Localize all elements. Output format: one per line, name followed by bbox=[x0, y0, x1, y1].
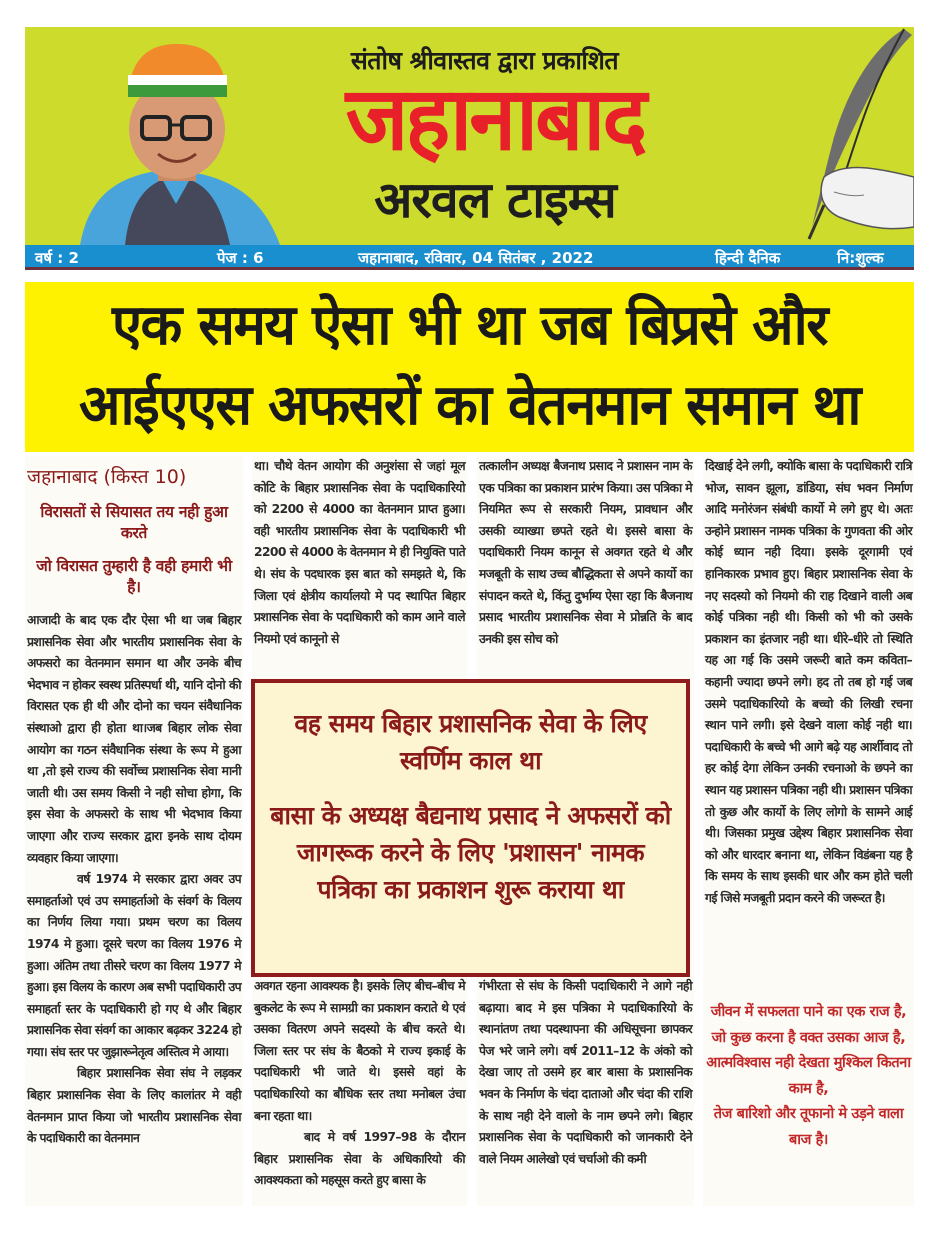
newspaper-subtitle: अरवल टाइम्स bbox=[374, 171, 616, 229]
poem-line: जो कुछ करना है वक्त उसका आज है, bbox=[711, 1029, 906, 1046]
issue-dateline: जहानाबाद, रविवार, 04 सितंबर , 2022 bbox=[358, 249, 594, 267]
page-number: पेज : 6 bbox=[217, 249, 264, 267]
article-dateline: जहानाबाद (किस्त 10) bbox=[27, 466, 187, 488]
issue-year: वर्ष : 2 bbox=[35, 249, 79, 267]
poem-line: तेज बारिशो और तूफानो मे उड़ने वाला बाज है। bbox=[713, 1106, 904, 1148]
masthead bbox=[25, 27, 914, 245]
paragraph: दिखाई देने लगी, क्योकि बासा के पदाधिकारी रात्रि भोज, सावन झूला, डांडिया, संघ भवन निर्माण आदि मनोरंजन संबंधी कार्यो मे लगे हुए थे। अतः उन्होने प्रशासन नामक पत्रिका के गुणवता की ओर कोई ध्यान नही दिया। इसके दूरगामी एवं हानिकारक प्रभाव हुए। बिहार प्रशासनिक सेवा के नए सदस्यो को नियमो की राह दिखाने वाली अब कोई पत्रिका नही थी। किसी को भी को उसके प्रकाशन का इंतजार नही था। धीरे–धीरे तो स्थिति यह आ गई कि उसमे जरूरी बाते कम कविता–कहानी ज्यादा छपने लगे। हद तो तब हो गई जब उसमे पदाधिकारियो के बच्चो की लिखी रचना स्थान पाने लगी। इसे देखने वाला कोई नही था। पदाधिकारी के बच्चे भी आगे बढ़े यह आर्शीवाद तो हर कोई देगा लेकिन उनकी रचनाओ के छपने का स्थान यह प्रशासन पत्रिका नही थी। प्रशासन पत्रिका तो कुछ और कार्यो के लिए लोगो के सामने आई थी। जिसका प्रमुख उद्देश्य बिहार प्रशासनिक सेवा को और धारदार बनाना था, लेकिन विडंबना यह है कि समय के साथ इसकी धार और कम होते चली गई जिसे मजबूती प्रदान करने की जरूरत है। bbox=[705, 459, 912, 905]
article-kicker-2: जो विरासत तुम्हारी है वही हमारी भी है। bbox=[36, 557, 232, 596]
newspaper-title: जहानाबाद bbox=[345, 67, 645, 170]
publisher-line: संतोष श्रीवास्तव द्वारा प्रकाशित bbox=[350, 46, 619, 75]
paragraph: गंभीरता से संघ के किसी पदाधिकारी ने आगे नही बढ़ाया। बाद मे इस पत्रिका मे पदाधिकारियो के स्थानांतण तथा पदस्थापना की अधिसूचना छापकर पेज भरे जाने लगे। वर्ष 2011–12 के अंको को देखा जाए तो उसमे हर बार बासा के प्रशासनिक भवन के निर्माण के चंदा दाताओ और चंदा की राशि के साथ नही देने वालो के नाम छपने लगे। बिहार प्रशासनिक सेवा के पदाधिकारी को जानकारी देने वाले नियम आलेखो एवं चर्चाओ की कमी bbox=[479, 979, 692, 1166]
quill-pen-icon bbox=[764, 27, 914, 245]
paragraph: वर्ष 1974 मे सरकार द्वारा अवर उप समाहर्ताओ एवं उप समाहर्ताओ के संवर्ग के विलय का निर्णय लिया गया। प्रथम चरण का विलय 1974 मे हुआ। दूसरे चरण का विलय 1976 मे हुआ। अंतिम तथा तीसरे चरण का विलय 1977 मे हुआ। इस विलय के कारण अब सभी पदाधिकारी उप समाहर्ता स्तर के पदाधिकारी हो गए थे और बिहार प्रशासनिक सेवा संवर्ग का आकार बढ़कर 3224 हो गया। संघ स्तर पर जुझारूनेतृत्व अस्तित्व मे आया। bbox=[27, 872, 241, 1059]
paper-type: हिन्दी दैनिक bbox=[715, 249, 781, 267]
paragraph: था। चौथे वेतन आयोग की अनुशंसा से जहां मूल कोटि के बिहार प्रशासनिक सेवा के पदाधिकारियो को 2200 से 4000 का वेतनमान प्राप्त हुआ। वही भारतीय प्रशासनिक सेवा के पदाधिकारी भी 2200 से 4000 के वेतनमान मे ही नियुक्ति पाते थे। संघ के पदधारक इस बात को समझते थे, कि जिला एवं क्षेत्रीय कार्यालयो मे पद स्थापित बिहार प्रशासनिक सेवा के पदाधिकारी को काम आने वाले नियमो एवं कानूनो से bbox=[254, 459, 465, 646]
article-kicker-1: विरासतों से सियासत तय नही हुआ करते bbox=[40, 503, 228, 542]
poem-line: आत्मविश्वास नही देखता मुश्किल कितना काम है, bbox=[706, 1055, 911, 1097]
pull-quote-line-2: बासा के अध्यक्ष बैद्यनाथ प्रसाद ने अफसरों को जागरूक करने के लिए 'प्रशासन' नामक पत्रिका का प्रकाशन शुरू कराया था bbox=[270, 801, 671, 904]
issue-info-bar bbox=[25, 245, 914, 270]
paragraph: बिहार प्रशासनिक सेवा संघ ने लड़कर बिहार प्रशासनिक सेवा के लिए कालांतर मे वही वेतनमान प्राप्त किया जो भारतीय प्रशासनिक सेवा के पदाधिकारी का वेतनमान bbox=[27, 1066, 241, 1146]
pull-quote-line-1: वह समय बिहार प्रशासनिक सेवा के लिए स्वर्णिम काल था bbox=[294, 709, 647, 775]
paragraph: बाद मे वर्ष 1997–98 के दौरान बिहार प्रशासनिक सेवा के अधिकारियो की आवश्यकता को महसूस करते हुए बासा के bbox=[254, 1130, 465, 1188]
main-headline bbox=[25, 282, 914, 452]
poem-box bbox=[703, 1000, 914, 1153]
paragraph: तत्कालीन अध्यक्ष बैजनाथ प्रसाद ने प्रशासन नाम के एक पत्रिका का प्रकाशन प्रारंभ किया। उस पत्रिका मे नियमित रूप से सरकारी नियम, प्रावधान और उसकी व्याख्या छपते रहते थे। इससे बासा के पदाधिकारी नियम कानून से अवगत रहते थे और मजबूती के साथ उच्च बौद्धिकता से अपने कार्यो का संपादन करते थे, किंतु दुर्भाग्य ऐसा रहा कि बैजनाथ प्रसाद भारतीय प्रशासनिक सेवा मे प्रोन्नति के बाद उनकी इस सोच को bbox=[479, 459, 692, 646]
pull-quote-box bbox=[252, 680, 689, 976]
paragraph: आजादी के बाद एक दौर ऐसा भी था जब बिहार प्रशासनिक सेवा और भारतीय प्रशासनिक सेवा के अफसरो का वेतनमान समान था और उनके बीच भेदभाव न होकर स्वस्थ प्रतिस्पर्धा थी, यानि दोनो की विरासत एक ही थी और दोनो का चयन संवैधानिक संस्थाओ द्वारा ही होता था।जब बिहार लोक सेवा आयोग का गठन संवैधानिक संस्था के रूप मे हुआ था ,तो इसे राज्य की सर्वोच्च प्रशासनिक सेवा मानी जाती थी। उस समय किसी ने नही सोचा होगा, कि इस सेवा के अफसरो के साथ भी भेदभाव किया जाएगा और राज्य सरकार द्वारा इनके साथ दोयम व्यवहार किया जाएगा। bbox=[27, 613, 241, 865]
article-column-1 bbox=[25, 456, 243, 1206]
headline-line-2: आईएएस अफसरों का वेतनमान समान था bbox=[78, 373, 861, 438]
paragraph: अवगत रहना आवश्यक है। इसके लिए बीच–बीच मे बुकलेट के रूप मे सामग्री का प्रकाशन कराते थे एवं उसका वितरण अपने सदस्यो के बीच करते थे। जिला स्तर पर संघ के बैठको मे राज्य इकाई के पदाधिकारी भी जाते थे। इससे वहां के पदाधिकारियो का बौधिक स्तर तथा मनोबल उंचा बना रहता था। bbox=[254, 979, 465, 1123]
headline-line-1: एक समय ऐसा भी था जब बिप्रसे और bbox=[111, 293, 828, 358]
price-label: नि:शुल्क bbox=[837, 249, 884, 267]
poem-line: जीवन में सफलता पाने का एक राज है, bbox=[710, 1004, 907, 1020]
